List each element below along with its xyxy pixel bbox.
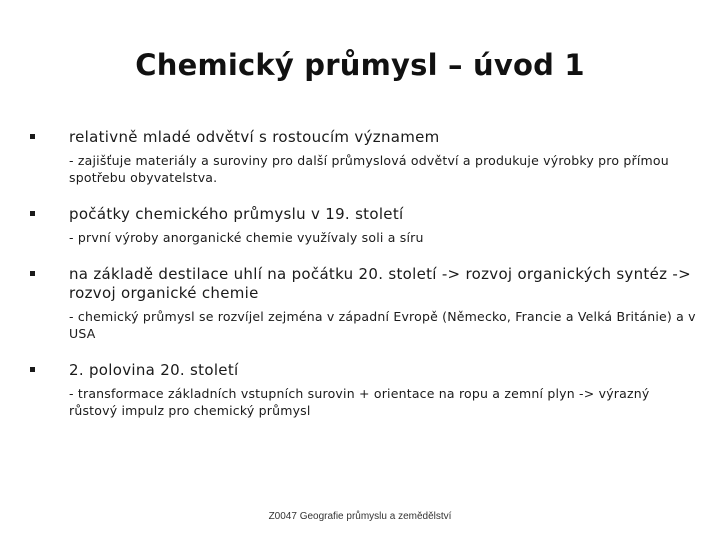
bullet-sub-text: - první výroby anorganické chemie využívaly soli a síru (69, 230, 424, 245)
bullet-item (30, 128, 700, 186)
square-bullet-icon (30, 134, 35, 139)
bullet-main-text: 2. polovina 20. století (69, 361, 239, 379)
bullet-sub-text: - transformace základních vstupních surovin + orientace na ropu a zemní plyn -> výrazný růstový impulz pro chemický průmysl (69, 386, 650, 418)
square-bullet-icon (30, 271, 35, 276)
slide-title: Chemický průmysl – úvod 1 (135, 48, 585, 82)
square-bullet-icon (30, 211, 35, 216)
bullet-item (30, 361, 700, 419)
bullet-main-text: počátky chemického průmyslu v 19. století (69, 205, 404, 223)
square-bullet-icon (30, 367, 35, 372)
bullet-main-text: relativně mladé odvětví s rostoucím významem (69, 128, 440, 146)
bullet-sub-text: - chemický průmysl se rozvíjel zejména v západní Evropě (Německo, Francie a Velká Británie) a v USA (69, 309, 696, 341)
bullet-item (30, 265, 700, 342)
bullet-sub-text: - zajišťuje materiály a suroviny pro další průmyslová odvětví a produkuje výrobky pro přímou spotřebu obyvatelstva. (69, 153, 669, 185)
bullet-item (30, 205, 700, 246)
bullet-list (30, 128, 700, 438)
bullet-main-text: na základě destilace uhlí na počátku 20. století -> rozvoj organických syntéz -> rozvoj organické chemie (69, 265, 691, 302)
slide-footer: Z0047 Geografie průmyslu a zemědělství (268, 511, 452, 522)
